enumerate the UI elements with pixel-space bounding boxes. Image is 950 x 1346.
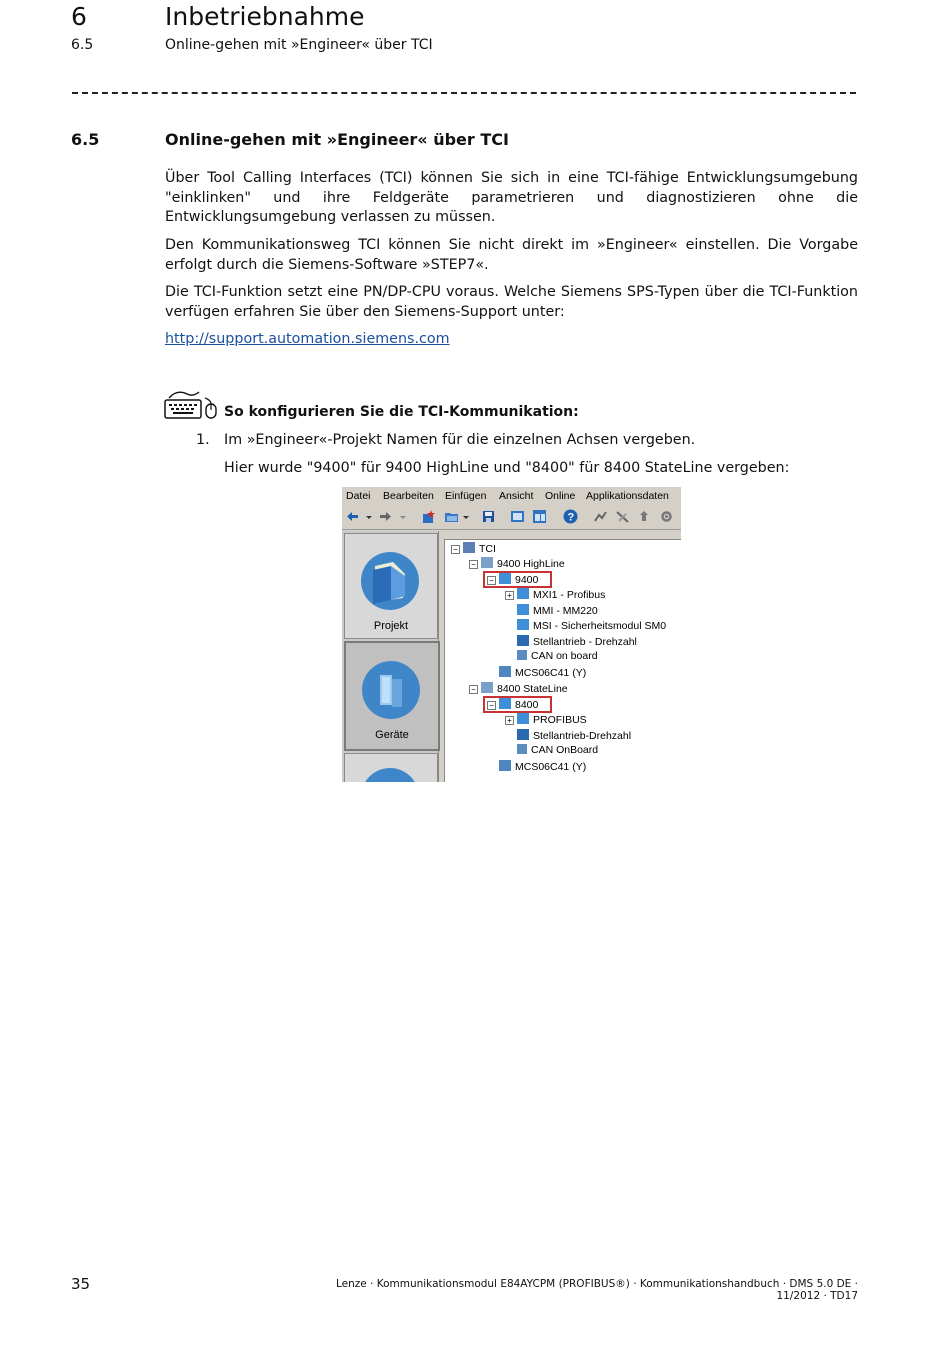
nav-geraete-button[interactable] <box>344 641 440 751</box>
tree-item-mmi[interactable] <box>517 604 598 618</box>
axis-icon <box>481 682 493 693</box>
tree-item-mxi1[interactable] <box>517 588 605 602</box>
expand-tci-icon[interactable]: − <box>451 545 460 554</box>
tree-item-can-9400[interactable] <box>517 650 598 664</box>
tree-label: CAN OnBoard <box>531 744 599 756</box>
axis-icon <box>481 557 493 568</box>
engineer-screenshot <box>342 487 681 782</box>
forward-icon[interactable] <box>378 509 393 524</box>
expand-profibus-icon[interactable]: + <box>505 716 514 725</box>
tree-item-motor-9400[interactable] <box>499 666 586 680</box>
tree-item-profibus[interactable] <box>517 713 587 727</box>
module-icon <box>517 588 529 599</box>
highlight-9400 <box>483 571 552 588</box>
forward-dropdown-icon[interactable] <box>400 509 406 524</box>
motor-icon <box>499 666 511 677</box>
project-icon <box>463 542 475 553</box>
tree-label: MCS06C41 (Y) <box>515 761 587 773</box>
menu-datei[interactable]: Datei <box>346 490 371 502</box>
menu-online[interactable]: Online <box>545 490 576 502</box>
howto-title: So konfigurieren Sie die TCI-Kommunikation: <box>224 404 579 420</box>
step-note: Hier wurde "9400" für 9400 HighLine und "8400" für 8400 StateLine vergeben: <box>224 460 790 476</box>
tree-label: MMI - MM220 <box>533 605 598 617</box>
tree-label: 8400 <box>515 699 539 711</box>
footer-text: Lenze · Kommunikationsmodul E84AYCPM (PROFIBUS®) · Kommunikationshandbuch · DMS 5.0 DE · 11/2012 · TD17 <box>335 1278 858 1302</box>
nav-projekt-label: Projekt <box>373 620 409 632</box>
tree-item-8400-stateline[interactable] <box>481 682 568 696</box>
window-layout-icon[interactable] <box>532 509 547 524</box>
tree-label: 9400 <box>515 574 539 586</box>
chapter-number: 6 <box>71 2 87 31</box>
tree-label: CAN on board <box>531 650 598 662</box>
can-icon <box>517 650 527 660</box>
tree-label: MSI - Sicherheitsmodul SM0 <box>533 620 667 632</box>
application-icon <box>517 635 529 646</box>
module-icon <box>517 619 529 630</box>
devices-icon <box>362 661 420 719</box>
expand-8400-icon[interactable]: − <box>487 701 496 710</box>
toolbar <box>342 505 681 530</box>
menu-einfuegen[interactable]: Einfügen <box>445 490 487 502</box>
go-offline-icon[interactable] <box>615 509 630 524</box>
paragraph-pn-dp-cpu: Die TCI-Funktion setzt eine PN/DP-CPU voraus. Welche Siemens SPS-Typen über die TCI-Funktion verfügen erfahren Sie über den Siemens-Support unter: <box>165 284 858 320</box>
expand-8400-stateline-icon[interactable]: − <box>469 685 478 694</box>
motor-icon <box>499 760 511 771</box>
expand-9400-highline-icon[interactable]: − <box>469 560 478 569</box>
module-icon <box>517 604 529 615</box>
navigation-panel <box>342 531 439 782</box>
header-section-number: 6.5 <box>71 37 94 53</box>
tree-item-motor-8400[interactable] <box>499 760 586 774</box>
tree-label: MCS06C41 (Y) <box>515 667 587 679</box>
nav-projekt-button[interactable] <box>344 533 438 639</box>
tree-item-msi[interactable] <box>517 619 666 633</box>
menu-ansicht[interactable]: Ansicht <box>499 490 534 502</box>
chapter-title: Inbetriebnahme <box>165 2 365 31</box>
expand-mxi1-icon[interactable]: + <box>505 591 514 600</box>
menu-bar <box>342 487 681 505</box>
paragraph-step7: Den Kommunikationsweg TCI können Sie nicht direkt im »Engineer« einstellen. Die Vorgabe erfolgt durch die Siemens-Software »STEP7«. <box>165 237 858 273</box>
tree-label: Stellantrieb-Drehzahl <box>533 730 632 742</box>
header-section-title: Online-gehen mit »Engineer« über TCI <box>165 37 433 53</box>
svg-text:?: ? <box>567 511 575 524</box>
online-view-icon[interactable] <box>510 509 525 524</box>
tree-label: 8400 StateLine <box>497 683 568 695</box>
section-title: Online-gehen mit »Engineer« über TCI <box>165 130 509 149</box>
parameter-set-icon[interactable] <box>659 509 674 524</box>
back-icon[interactable] <box>345 509 360 524</box>
menu-bearbeiten[interactable]: Bearbeiten <box>383 490 434 502</box>
tree-item-stellantrieb-9400[interactable] <box>517 635 637 649</box>
tree-label: Stellantrieb - Drehzahl <box>533 636 637 648</box>
module-icon <box>517 713 529 724</box>
step-number: 1. <box>196 432 210 448</box>
siemens-support-link[interactable]: http://support.automation.siemens.com <box>165 331 450 347</box>
save-icon[interactable] <box>481 509 496 524</box>
tree-label: MXI1 - Profibus <box>533 589 606 601</box>
project-folder-icon <box>361 552 419 610</box>
project-tree <box>444 539 681 782</box>
header-divider <box>72 92 856 94</box>
section-number: 6.5 <box>71 130 100 149</box>
nav-next-button[interactable] <box>344 753 438 782</box>
open-icon[interactable] <box>444 509 459 524</box>
keyboard-mouse-icon <box>163 388 219 422</box>
step-text: Im »Engineer«-Projekt Namen für die einzelnen Achsen vergeben. <box>224 432 696 448</box>
open-dropdown-icon[interactable] <box>463 509 469 524</box>
help-icon[interactable] <box>563 509 578 524</box>
new-project-icon[interactable] <box>421 509 436 524</box>
application-icon <box>517 729 529 740</box>
nav-geraete-label: Geräte <box>375 729 409 741</box>
tree-item-stellantrieb-8400[interactable] <box>517 729 631 743</box>
menu-applikationsdaten[interactable]: Applikationsdaten <box>586 490 669 502</box>
can-icon <box>517 744 527 754</box>
tree-item-tci[interactable] <box>463 542 496 556</box>
tree-item-9400-highline[interactable] <box>481 557 565 571</box>
tree-item-can-8400[interactable] <box>517 744 598 758</box>
go-online-icon[interactable] <box>593 509 608 524</box>
highlight-8400 <box>483 696 552 713</box>
nav-next-icon <box>361 768 419 782</box>
paragraph-tci-intro: Über Tool Calling Interfaces (TCI) können Sie sich in eine TCI-fähige Entwicklungsumgebung "einklinken" und ihre Feldgeräte parametrieren und diagnostizieren ohne die Entwicklungsumgebung verlassen zu müssen. <box>165 170 858 225</box>
expand-9400-icon[interactable]: − <box>487 576 496 585</box>
tree-label: PROFIBUS <box>533 714 587 726</box>
tree-label: TCI <box>479 543 496 555</box>
page-number: 35 <box>71 1275 91 1293</box>
download-icon[interactable] <box>637 509 652 524</box>
tree-label: 9400 HighLine <box>497 558 565 570</box>
back-dropdown-icon[interactable] <box>366 509 372 524</box>
